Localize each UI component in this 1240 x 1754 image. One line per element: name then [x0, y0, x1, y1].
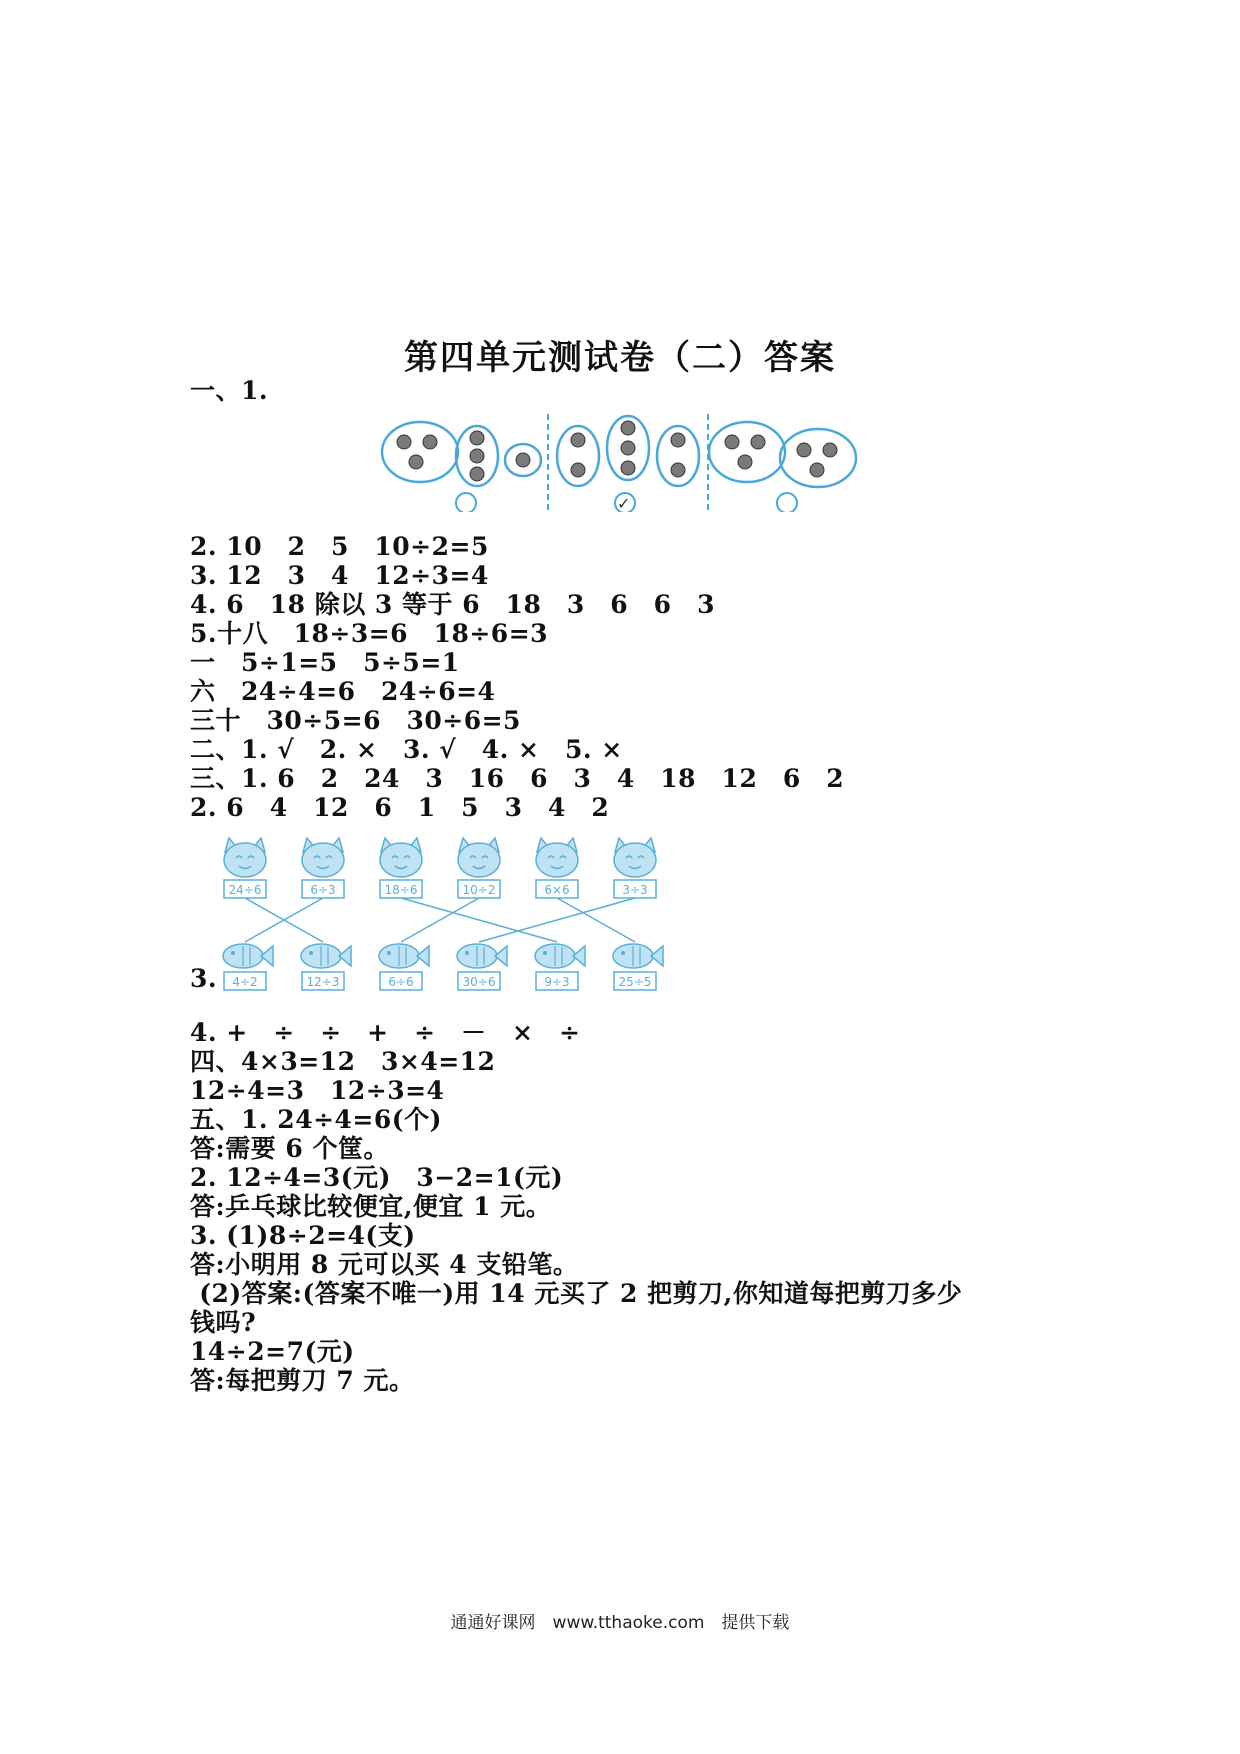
- cat-fish-matching-figure: [205, 836, 675, 996]
- cat-card-label: 10÷2: [462, 883, 496, 897]
- answer-line: 钱吗?: [190, 1308, 257, 1337]
- answer-line: 五、1. 24÷4=6(个): [190, 1105, 442, 1134]
- answer-line: 二、1. √ 2. × 3. √ 4. × 5. ×: [190, 735, 623, 764]
- answer-line: 2. 6 4 12 6 1 5 3 4 2: [190, 793, 610, 822]
- fish-icon: [535, 944, 585, 990]
- cat-card-label: 6÷3: [310, 883, 336, 897]
- answer-line: 3.: [190, 964, 218, 993]
- page-title: 第四单元测试卷（二）答案: [404, 338, 836, 378]
- cat-card-label: 24÷6: [228, 883, 262, 897]
- answer-line: 六 24÷4=6 24÷6=4: [190, 677, 496, 706]
- match-line: [401, 898, 557, 942]
- fish-icon: [457, 944, 507, 990]
- cat-icon: [224, 838, 266, 898]
- fish-icon: [223, 944, 273, 990]
- answer-line: 2. 12÷4=3(元) 3−2=1(元): [190, 1163, 564, 1192]
- answer-line: 4. + ÷ ÷ + ÷ － × ÷: [190, 1018, 581, 1047]
- check-mark: ✓: [617, 494, 631, 512]
- fish-card-label: 6÷6: [388, 975, 414, 989]
- match-line: [557, 898, 635, 942]
- answer-line: 答:乒乓球比较便宜,便宜 1 元。: [190, 1192, 552, 1221]
- cat-card-label: 3÷3: [622, 883, 648, 897]
- answer-line: 答:小明用 8 元可以买 4 支铅笔。: [190, 1250, 579, 1279]
- cat-icon: [380, 838, 422, 898]
- answer-line: 3. 12 3 4 12÷3=4: [190, 561, 489, 590]
- cat-card-label: 6×6: [544, 883, 570, 897]
- cat-icon: [458, 838, 500, 898]
- match-line: [401, 898, 479, 942]
- cat-icon: [614, 838, 656, 898]
- answer-line: 4. 6 18 除以 3 等于 6 18 3 6 6 3: [190, 590, 715, 619]
- answer-line: 12÷4=3 12÷3=4: [190, 1076, 445, 1105]
- answer-line: 一、1.: [190, 376, 269, 405]
- answer-line: 14÷2=7(元): [190, 1337, 355, 1366]
- cat-card-label: 18÷6: [384, 883, 418, 897]
- answer-line: 3. (1)8÷2=4(支): [190, 1221, 416, 1250]
- fish-icon: [301, 944, 351, 990]
- footer-credit: 通通好课网 www.tthaoke.com 提供下载: [450, 1613, 790, 1633]
- answer-line: 四、4×3=12 3×4=12: [190, 1047, 496, 1076]
- fish-icon: [613, 944, 663, 990]
- fish-card-label: 25÷5: [618, 975, 652, 989]
- match-line: [479, 898, 635, 942]
- answer-line: 答:需要 6 个筐。: [190, 1134, 390, 1163]
- answer-line: 三、1. 6 2 24 3 16 6 3 4 18 12 6 2: [190, 764, 845, 793]
- flower-grouping-figure: [380, 412, 860, 512]
- cat-icon: [302, 838, 344, 898]
- fish-card-label: 30÷6: [462, 975, 496, 989]
- answer-line: (2)答案:(答案不唯一)用 14 元买了 2 把剪刀,你知道每把剪刀多少: [190, 1279, 963, 1308]
- answer-line: 三十 30÷5=6 30÷6=5: [190, 706, 521, 735]
- answer-line: 5.十八 18÷3=6 18÷6=3: [190, 619, 549, 648]
- cat-icon: [536, 838, 578, 898]
- fish-card-label: 12÷3: [306, 975, 340, 989]
- fish-card-label: 9÷3: [544, 975, 570, 989]
- fish-icon: [379, 944, 429, 990]
- answer-line: 一 5÷1=5 5÷5=1: [190, 648, 460, 677]
- answer-line: 2. 10 2 5 10÷2=5: [190, 532, 489, 561]
- answer-line: 答:每把剪刀 7 元。: [190, 1366, 415, 1395]
- fish-card-label: 4÷2: [232, 975, 258, 989]
